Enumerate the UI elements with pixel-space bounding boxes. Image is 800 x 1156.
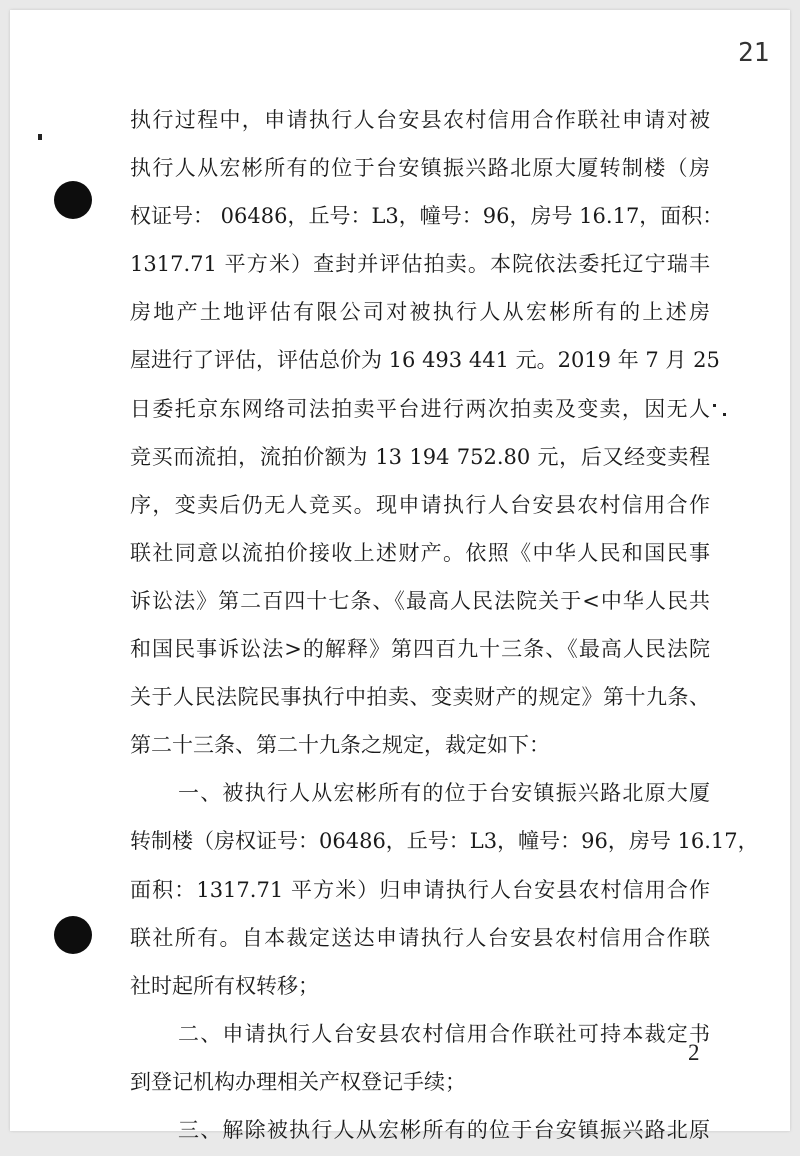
page-number: 2: [688, 1040, 700, 1065]
text-line: 日委托京东网络司法拍卖平台进行两次拍卖及变卖，因无人: [130, 396, 710, 421]
ruling-item-2: 二、申请执行人台安县农村信用合作联社可持本裁定书: [178, 1021, 710, 1046]
ruling-item-3: 三、解除被执行人从宏彬所有的位于台安镇振兴路北原: [178, 1117, 710, 1142]
binding-hole: [54, 916, 92, 954]
text-line: 转制楼（房权证号：06486，丘号：L3，幢号：96，房号 16.17，: [130, 829, 759, 854]
scan-speck: [723, 413, 726, 416]
text-line: 社时起所有权转移；: [130, 973, 319, 998]
text-line: 房地产土地评估有限公司对被执行人从宏彬所有的上述房: [130, 300, 710, 325]
text-line: 面积：1317.71 平方米）归申请执行人台安县农村信用合作: [130, 877, 710, 902]
text-line: 第二十三条、第二十九条之规定，裁定如下：: [130, 733, 550, 758]
text-line: 1317.71 平方米）查封并评估拍卖。本院依法委托辽宁瑞丰: [130, 252, 710, 277]
corner-page-number: 21: [738, 38, 770, 68]
document-page: [10, 10, 790, 1142]
scan-speck: [713, 404, 716, 407]
text-line: 联社同意以流拍价接收上述财产。依照《中华人民和国民事: [130, 540, 710, 565]
text-line: 执行过程中，申请执行人台安县农村信用合作联社申请对被: [130, 108, 710, 132]
text-line: 和国民事诉讼法>的解释》第四百九十三条、《最高人民法院: [130, 637, 710, 662]
ruling-body: [130, 98, 759, 1156]
text-line: 到登记机构办理相关产权登记手续；: [130, 1069, 466, 1094]
text-line: 联社所有。自本裁定送达申请执行人台安县农村信用合作联: [130, 925, 710, 950]
text-line: 关于人民法院民事执行中拍卖、变卖财产的规定》第十九条、: [130, 685, 710, 710]
text-line: 竞买而流拍，流拍价额为 13 194 752.80 元，后又经变卖程: [130, 444, 710, 469]
text-line: 权证号： 06486，丘号：L3，幢号：96，房号 16.17，面积：: [130, 204, 724, 229]
ruling-item-1: 一、被执行人从宏彬所有的位于台安镇振兴路北原大厦: [178, 781, 710, 806]
text-line: 执行人从宏彬所有的位于台安镇振兴路北原大厦转制楼（房: [130, 156, 710, 181]
binding-hole: [54, 181, 92, 219]
scan-speck: [38, 134, 42, 140]
text-line: 屋进行了评估，评估总价为 16 493 441 元。2019 年 7 月 25: [130, 348, 720, 373]
text-line: 诉讼法》第二百四十七条、《最高人民法院关于<中华人民共: [130, 588, 710, 613]
text-line: 序，变卖后仍无人竞买。现申请执行人台安县农村信用合作: [130, 492, 710, 517]
